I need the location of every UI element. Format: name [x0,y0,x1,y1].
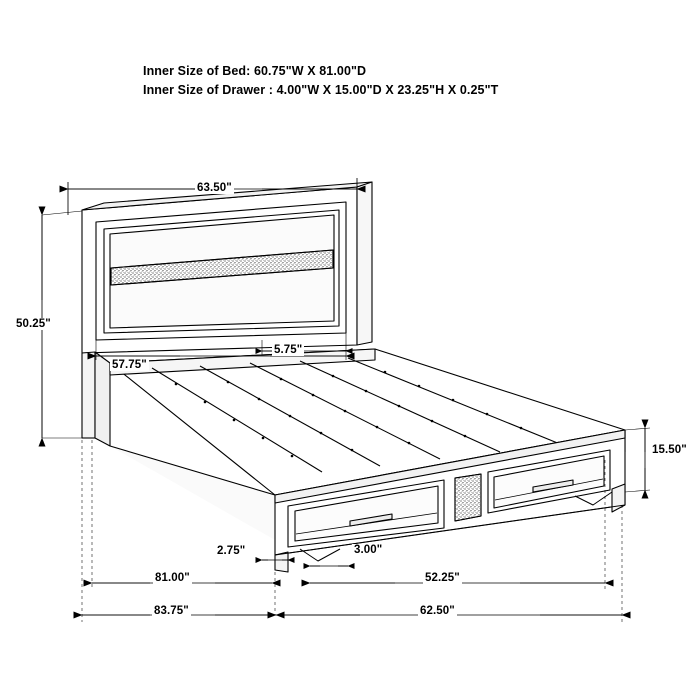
dim-footboard-height: 15.50" [652,444,687,456]
dim-right-depth-outer: 62.50" [420,605,455,617]
dim-left-depth: 81.00" [155,572,190,584]
dim-foot-gap: 3.00" [354,544,383,556]
dim-side-offset: 5.75" [274,344,303,356]
inner-size-drawer-text: Inner Size of Drawer : 4.00"W X 15.00"D X 23.25"H X 0.25"T [143,83,499,97]
dim-headboard-width: 63.50" [197,182,232,194]
dim-headboard-panel-width: 57.75" [112,359,147,371]
dim-overall-height: 50.25" [16,318,51,330]
dim-left-depth-outer: 83.75" [154,605,189,617]
dim-foot-rail: 2.75" [217,545,246,557]
inner-size-bed-text: Inner Size of Bed: 60.75"W X 81.00"D [143,64,367,78]
dim-right-depth: 52.25" [425,572,460,584]
